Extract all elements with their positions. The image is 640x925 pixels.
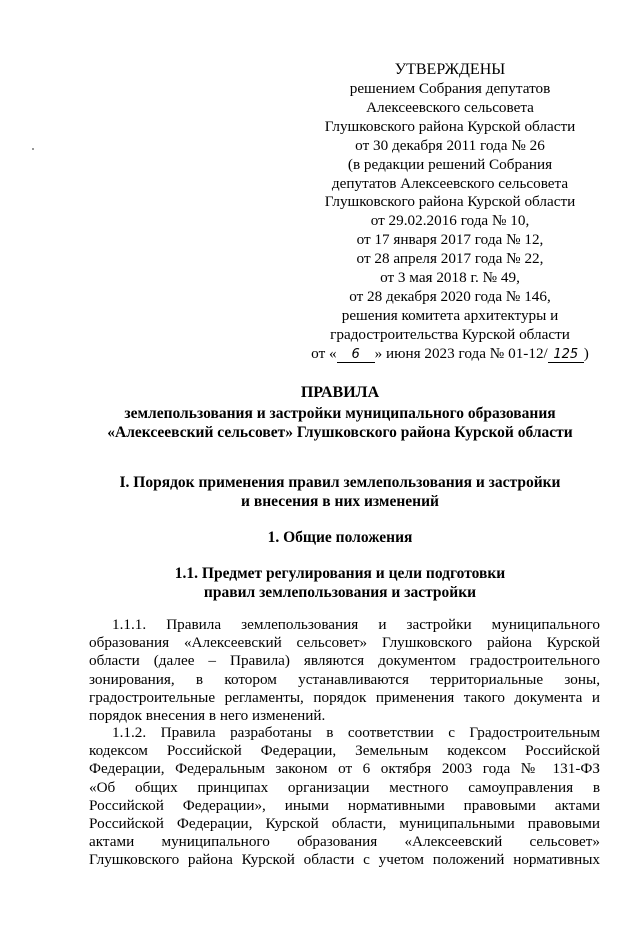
approval-line: решения комитета архитектуры и xyxy=(341,306,559,324)
approval-line: от 28 апреля 2017 года № 22, xyxy=(356,250,544,268)
approval-line: Алексеевского сельсовета xyxy=(366,98,534,116)
section-heading-line: и внесения в них изменений xyxy=(241,493,439,510)
text-line: 1.1.1. Правила землепользования и застройки муниципального xyxy=(112,616,600,633)
text-line: кодексом Российской Федерации, Земельным кодексом Российской xyxy=(89,742,600,760)
approval-line: депутатов Алексеевского сельсовета xyxy=(331,174,569,192)
approval-line: градостроительства Курской области xyxy=(330,325,570,343)
approval-line: (в редакции решений Собрания xyxy=(347,155,553,173)
document-subtitle-line: «Алексеевский сельсовет» Глушковского района Курской области xyxy=(107,424,573,441)
approval-last-line xyxy=(300,345,600,364)
paragraph-heading-line: 1.1. Предмет регулирования и цели подготовки xyxy=(174,565,506,582)
approval-line: Глушковского района Курской области xyxy=(324,193,576,211)
text-line: Российской Федерации», иными нормативными правовыми актами xyxy=(89,796,600,814)
approval-line: от 30 декабря 2011 года № 26 xyxy=(355,136,545,154)
text-line: актами муниципального образования «Алексеевский сельсовет» xyxy=(89,833,600,851)
approval-line: Глушковского района Курской области xyxy=(324,117,576,135)
text-line: Глушковского района Курской области с учетом положений нормативных xyxy=(89,851,600,869)
text-line: порядок внесения в него изменений. xyxy=(89,706,326,724)
approval-line: решением Собрания депутатов xyxy=(349,80,551,97)
body-paragraph-1-1-2 xyxy=(89,724,600,870)
section-heading-line: I. Порядок применения правил землепользования и застройки xyxy=(119,474,561,491)
approval-line: от 28 декабря 2020 года № 146, xyxy=(349,287,551,305)
approval-last-prefix: от « xyxy=(311,344,337,362)
document-title: ПРАВИЛА xyxy=(300,384,380,401)
paragraph-heading-line: правил землепользования и застройки xyxy=(203,584,477,601)
text-line: 1.1.2. Правила разработаны в соответствии с Градостроительным xyxy=(112,724,600,741)
approval-last-suffix: ) xyxy=(583,344,589,362)
document-subtitle-line: землепользования и застройки муниципального образования xyxy=(124,405,556,422)
body-paragraph-1-1-1 xyxy=(89,616,600,725)
text-line: области (далее – Правила) являются документом градостроительного xyxy=(89,652,600,670)
approval-line: от 29.02.2016 года № 10, xyxy=(370,212,530,230)
approval-heading: УТВЕРЖДЕНЫ xyxy=(394,61,506,78)
handwritten-day: 6 xyxy=(337,348,375,363)
text-line: «Об общих принципах организации местного самоуправления в xyxy=(89,778,600,796)
text-line: Федерации, Федеральным законом от 6 октября 2003 года № 131-ФЗ xyxy=(89,760,600,778)
text-line: Российской Федерации, Курской области, муниципальными правовыми xyxy=(89,814,600,832)
text-line: зонирования, в котором устанавливаются территориальные зоны, xyxy=(89,670,600,688)
approval-last-middle: » июня 2023 года № 01-12/ xyxy=(374,344,548,362)
handwritten-number: 125 xyxy=(548,348,584,363)
text-line: образования «Алексеевский сельсовет» Глушковского района Курской xyxy=(89,634,600,652)
scan-speck xyxy=(32,148,34,150)
approval-line: от 3 мая 2018 г. № 49, xyxy=(380,269,520,287)
approval-line: от 17 января 2017 года № 12, xyxy=(356,231,544,249)
text-line: градостроительные регламенты, порядок применения такого документа и xyxy=(89,688,600,706)
approval-stamp-block xyxy=(300,60,600,364)
chapter-heading: 1. Общие положения xyxy=(267,529,413,546)
